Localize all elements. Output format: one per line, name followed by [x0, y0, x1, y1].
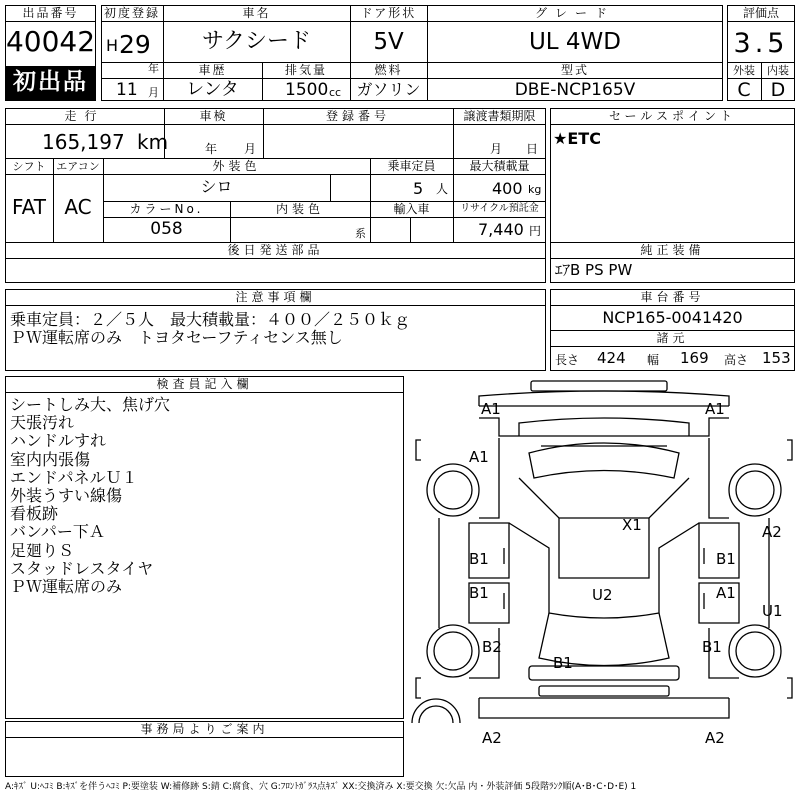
ext-color-label: 外装色 [212, 159, 261, 173]
fuel-label: 燃料 [374, 63, 403, 77]
mark-roof: X1 [622, 516, 642, 534]
inspector-note: エンドパネルＵ１ [10, 467, 138, 487]
sales-point-value: ★ETC [553, 129, 601, 148]
inspector-note: ハンドルすれ [10, 431, 107, 451]
mark-right-front-door: B1 [716, 550, 736, 568]
mark-rear-left: A2 [482, 729, 502, 747]
dims-label: 諸元 [656, 331, 689, 345]
color-no-value: 058 [150, 219, 183, 239]
mark-right-rear-quarter: B1 [702, 638, 722, 656]
transfer-doc-label: 譲渡書類期限 [463, 109, 536, 123]
displacement-unit: cc [329, 86, 342, 99]
capacity-unit: 人 [436, 182, 449, 196]
mark-side-right-front: A2 [762, 523, 782, 541]
chassis-label: 車台番号 [640, 290, 705, 304]
car-name: サクシード [201, 29, 312, 54]
later-parts-label: 後日発送部品 [227, 243, 324, 257]
width-value: 169 [680, 349, 709, 367]
height-label: 高さ [724, 353, 749, 367]
height-value: 153 [762, 349, 791, 367]
damage-diagram [409, 378, 799, 747]
recycle-value: 7,440 [478, 220, 524, 239]
year-unit: 年 [148, 62, 159, 75]
max-load-label: 最大積載量 [469, 159, 530, 173]
inspection-year-unit: 年 [205, 142, 218, 156]
recycle-unit: 円 [529, 224, 542, 238]
model-value: DBE-NCP165V [514, 80, 636, 100]
notes-line-1: 乗車定員：２／５人 最大積載量：４００／２５０ｋｇ [10, 310, 411, 329]
mark-left-front-door: B1 [469, 550, 489, 568]
color-no-label: カラーNo. [129, 202, 204, 216]
capacity-value: 5 [413, 179, 424, 198]
office-label: 事務局よりご案内 [140, 722, 269, 736]
inspection-label: 車検 [199, 109, 228, 123]
transfer-month-unit: 月 [490, 142, 503, 156]
mark-front-right: A1 [705, 400, 725, 418]
grade-label: グレード [534, 6, 615, 20]
chassis-value: NCP165-0041420 [602, 308, 743, 327]
shift-value: FAT [11, 195, 46, 219]
car-outline-svg [409, 378, 799, 723]
inspection-month-unit: 月 [244, 142, 257, 156]
lot-number-label: 出品番号 [22, 6, 79, 20]
mark-tailgate: B1 [553, 654, 573, 672]
interior-grade: D [770, 79, 786, 101]
mark-right-side: U1 [762, 602, 783, 620]
mark-rear-right: A2 [705, 729, 725, 747]
capacity-label: 乗車定員 [387, 159, 436, 173]
exterior-grade: C [737, 79, 751, 101]
lot-number: 40042 [5, 25, 96, 58]
score-value: 3.5 [733, 28, 789, 59]
inspector-note: 足廻りＳ [10, 540, 75, 560]
mileage-label: 走行 [64, 109, 105, 123]
displacement-value: 1500 [285, 80, 329, 100]
era-letter: H [106, 36, 119, 55]
mark-front-left: A1 [481, 400, 501, 418]
mark-hood-left: A1 [469, 448, 489, 466]
grade-value: UL 4WD [528, 29, 622, 55]
max-load-unit: kg [528, 183, 542, 196]
inspector-label: 検査員記入欄 [156, 377, 253, 391]
car-name-label: 車名 [242, 6, 271, 20]
month-unit: 月 [148, 86, 159, 99]
max-load-value: 400 [492, 179, 523, 198]
mark-roof-rear: U2 [592, 586, 613, 604]
door-value: 5V [373, 29, 404, 55]
first-reg-label: 初度登録 [103, 6, 160, 20]
int-color-label: 内装色 [275, 202, 324, 216]
first-listing-text: 初出品 [13, 69, 88, 95]
inspector-note: シートしみ大、焦げ穴 [10, 395, 171, 414]
recycle-label: リサイクル預託金 [460, 203, 539, 214]
score-label: 評価点 [742, 6, 779, 20]
mileage-value: 165,197 [42, 130, 125, 154]
width-label: 幅 [647, 353, 660, 367]
inspector-notes-list [10, 396, 170, 596]
ext-color-value: シロ [200, 177, 233, 196]
inspector-note: 室内内張傷 [10, 449, 91, 469]
fuel-value: ガソリン [356, 80, 421, 99]
length-label: 長さ [555, 353, 580, 367]
legend-text: A:ｷｽﾞ U:ﾍｺﾐ B:ｷｽﾞを伴うﾍｺﾐ P:要塗装 W:補修跡 S:錆 C:腐食、穴 G:ﾌﾛﾝﾄｶﾞﾗｽ点ｷｽﾞ XX:交換済み X:要交換 欠:欠品 内・外装評価 5段階ﾗﾝｸ順(A･B･C･D･E) 1 [5, 782, 637, 792]
genuine-equip-value: ｴｱB PS PW [555, 261, 633, 279]
history-value: レンタ [186, 79, 239, 100]
model-label: 型式 [560, 63, 589, 77]
mileage-unit: km [137, 130, 169, 154]
first-reg-month: 11 [116, 80, 138, 100]
inspector-note: 外装うすい線傷 [10, 486, 123, 506]
reg-number-label: 登録番号 [325, 109, 390, 123]
int-color-unit: 系 [355, 227, 366, 240]
inspector-note: 天張汚れ [10, 413, 75, 433]
transfer-day-unit: 日 [526, 142, 539, 156]
history-label: 車歴 [198, 63, 227, 77]
mark-left-rear-door: B1 [469, 584, 489, 602]
displacement-label: 排気量 [284, 63, 327, 77]
inspector-note: ＰＷ運転席のみ [10, 577, 123, 597]
aircon-value: AC [64, 195, 92, 219]
genuine-equip-label: 純正装備 [640, 243, 705, 257]
notes-line-2: ＰＷ運転席のみ トヨタセーフティセンス無し [10, 328, 343, 347]
length-value: 424 [597, 349, 626, 367]
shift-label: シフト [12, 160, 46, 173]
mark-left-rear-quarter: B2 [482, 638, 502, 656]
inspector-note: スタッドレスタイヤ [10, 558, 154, 578]
sales-point-label: セールスポイント [609, 109, 736, 123]
first-reg-year: 29 [119, 30, 151, 59]
aircon-label: エアコン [56, 160, 100, 173]
inspector-note: バンパー下Ａ [10, 522, 105, 542]
inspector-note: 看板跡 [10, 504, 59, 524]
door-label: ドア形状 [360, 6, 417, 20]
exterior-label: 外装 [733, 64, 755, 77]
mark-right-rear-door: A1 [716, 584, 736, 602]
notes-label: 注意事項欄 [235, 290, 316, 304]
import-label: 輸入車 [393, 202, 430, 216]
interior-label: 内装 [767, 64, 789, 77]
